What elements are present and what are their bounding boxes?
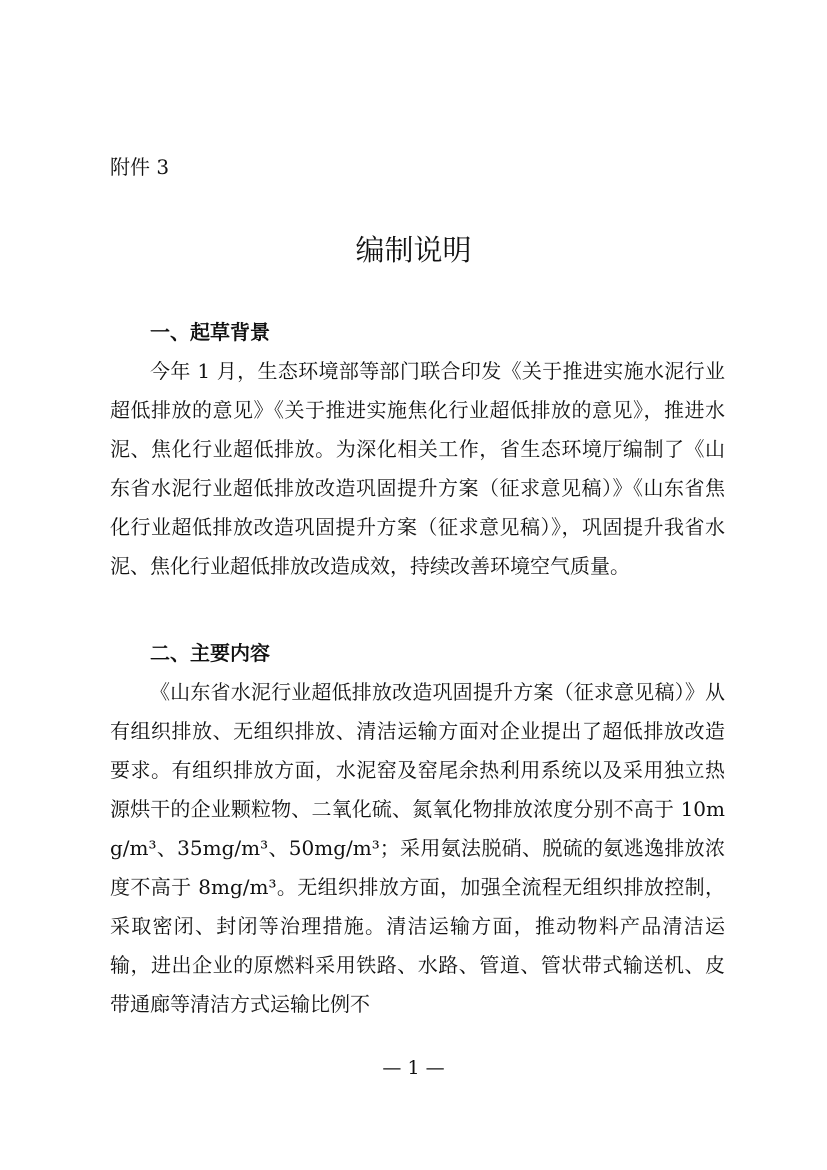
attachment-label: 附件 3 (110, 155, 170, 179)
section-heading-main-content: 二、主要内容 (150, 641, 270, 665)
document-title: 编制说明 (355, 233, 472, 267)
page-number: — 1 — (382, 1057, 445, 1079)
section-heading-background: 一、起草背景 (150, 320, 270, 344)
main-content-paragraph: 《山东省水泥行业超低排放改造巩固提升方案（征求意见稿）》从有组织排放、无组织排放、清洁运输方面对企业提出了超低排放改造要求。有组织排放方面，水泥窑及窑尾余热利用系统以及采用独立热源烘干的企业颗粒物、二氧化硫、氮氧化物排放浓度分别不高于 10mg/m³、35mg/m³、50mg/m³；采用氨法脱硝、脱硫的氨逃逸排放浓度不高于 8mg/m³。无组织排放方面，加强全流程无组织排放控制，采取密闭、封闭等治理措施。清洁运输方面，推动物料产品清洁运输，进出企业的原燃料采用铁路、水路、管道、管状带式输送机、皮带通廊等清洁方式运输比例不 (110, 680, 725, 1016)
background-paragraph: 今年 1 月，生态环境部等部门联合印发《关于推进实施水泥行业超低排放的意见》《关于推进实施焦化行业超低排放的意见》，推进水泥、焦化行业超低排放。为深化相关工作，省生态环境厅编制了《山东省水泥行业超低排放改造巩固提升方案（征求意见稿）》《山东省焦化行业超低排放改造巩固提升方案（征求意见稿）》，巩固提升我省水泥、焦化行业超低排放改造成效，持续改善环境空气质量。 (110, 359, 725, 578)
